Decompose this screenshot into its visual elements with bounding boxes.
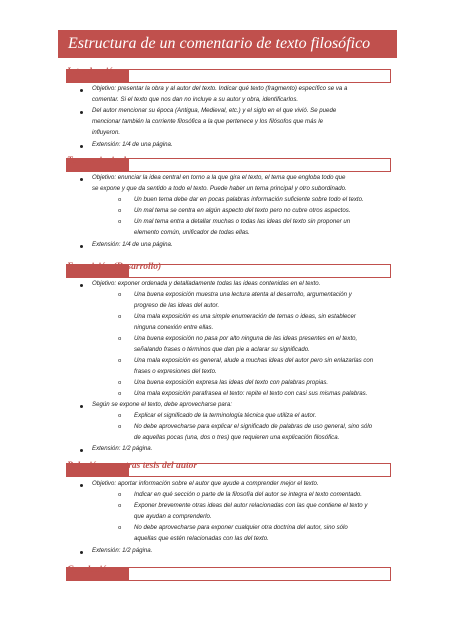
text-line: Objetivo: enunciar la idea central en torno a la que gira el texto, el tema que engloba todo que [92,174,346,181]
bullet-marker [80,284,83,287]
text-line: comentar. Si el texto que nos dan no incluye a su autor y obra, identificarlos. [92,96,299,103]
text-line: Una buena exposición muestra una lectura atenta al desarrollo, argumentación y [134,291,352,298]
text-line: Explicar el significado de la terminología técnica que utiliza el autor. [134,412,317,419]
text-line: influyeron. [92,129,121,136]
text-line: Un mal tema entra a detallar muchas o todas las ideas del texto sin proponer un [134,218,351,225]
bullet-marker [80,178,83,181]
text-line: Objetivo: aportar información sobre el autor que ayude a comprender mejor el texto. [92,480,319,487]
text-line: Extensión: 1/2 página. [92,445,153,452]
sub-bullet-marker: o [118,492,122,498]
bullet-marker [80,449,83,452]
text-line: Una mala exposición parafrasea el texto: repite el texto con casi sus mismas palabras. [134,390,368,397]
text-line: Objetivo: presentar la obra y al autor del texto. Indicar qué texto (fragmento) específico se va a [92,85,348,92]
bullet-marker [80,145,83,148]
sub-bullet-marker: o [118,208,122,214]
sub-bullet-marker: o [118,391,122,397]
bullet-marker [80,111,83,114]
sub-bullet-marker: o [118,413,122,419]
sub-bullet-marker: o [118,292,122,298]
text-line: señalando frases o términos que dan pie a aclarar su significado. [134,346,310,353]
text-line: Extensión: 1/4 de una página. [92,141,173,148]
sub-bullet-marker: o [118,336,122,342]
sub-bullet-marker: o [118,197,122,203]
text-line: se expone y que da sentido a todo el texto. Puede haber un tema principal y otro subordinado. [92,185,347,192]
sub-bullet-marker: o [118,219,122,225]
section-title-introduccion: Introducción [67,67,119,77]
text-line: frases o expresiones del texto. [134,368,217,375]
text-line: ninguna conexión entre ellas. [134,324,214,331]
section-title-conclusion: Conclusión [67,565,112,575]
sub-bullet-marker: o [118,314,122,320]
bullet-marker [80,245,83,248]
bullet-marker [80,89,83,92]
text-line: Una buena exposición expresa las ideas del texto con palabras propias. [134,379,329,386]
bullet-marker [80,405,83,408]
text-line: progreso de las ideas del autor. [134,302,220,309]
section-header-conclusion [66,567,391,581]
sub-bullet-marker: o [118,424,122,430]
bullet-marker [80,551,83,554]
sub-bullet-marker: o [118,380,122,386]
text-line: Objetivo: exponer ordenada y detalladamente todas las ideas contenidas en el texto. [92,280,321,287]
section-title-tema-principal: Tema principal [67,156,127,166]
text-line: Del autor mencionar su época (Antigua, Medieval, etc.) y el siglo en el que vivió. Se puede [92,107,337,114]
text-line: Un mal tema se centra en algún aspecto del texto pero no cubre otros aspectos. [134,207,351,214]
bullet-marker [80,484,83,487]
text-line: de aquellas pocas (una, dos o tres) que requieren una explicación filosófica. [134,434,340,441]
text-line: Un buen tema debe dar en pocas palabras información suficiente sobre todo el texto. [134,196,364,203]
text-line: Una buena exposición no pasa por alto ninguna de las ideas presentes en el texto, [134,335,358,342]
text-line: No debe aprovecharse para exponer cualquier otra doctrina del autor, sino sólo [134,524,348,531]
text-line: mencionar también la corriente filosófica a la que pertenece y los filósofos que más le [92,118,324,125]
section-title-exposicion: Exposición (Desarrollo) [67,262,162,272]
sub-bullet-marker: o [118,503,122,509]
sub-bullet-marker: o [118,525,122,531]
text-line: Extensión: 1/4 de una página. [92,241,173,248]
text-line: No debe aprovecharse para explicar el significado de palabras de uso general, sino sólo [134,423,373,430]
document-title: Estructura de un comentario de texto filosófico [58,30,397,58]
text-line: que ayudan a comprenderlo. [134,513,212,520]
text-line: elemento común, unificador de todas ellas. [134,229,250,236]
section-title-relacion: Relación con otras tesis del autor [67,461,198,471]
text-line: Según se expone el texto, debe aprovecharse para: [92,401,232,408]
text-line: Extensión: 1/2 página. [92,547,153,554]
text-line: Indicar en qué sección o parte de la filosofía del autor se integra el texto comentado. [134,491,362,498]
sub-bullet-marker: o [118,358,122,364]
text-line: Una mala exposición es general, alude a muchas ideas del autor pero sin enlazarlas con [134,357,374,364]
text-line: aquellas que estén relacionadas con las del texto. [134,535,269,542]
text-line: Una mala exposición es una simple enumeración de temas o ideas, sin establecer [134,313,356,320]
text-line: Exponer brevemente otras ideas del autor relacionadas con las que contiene el texto y [134,502,368,509]
